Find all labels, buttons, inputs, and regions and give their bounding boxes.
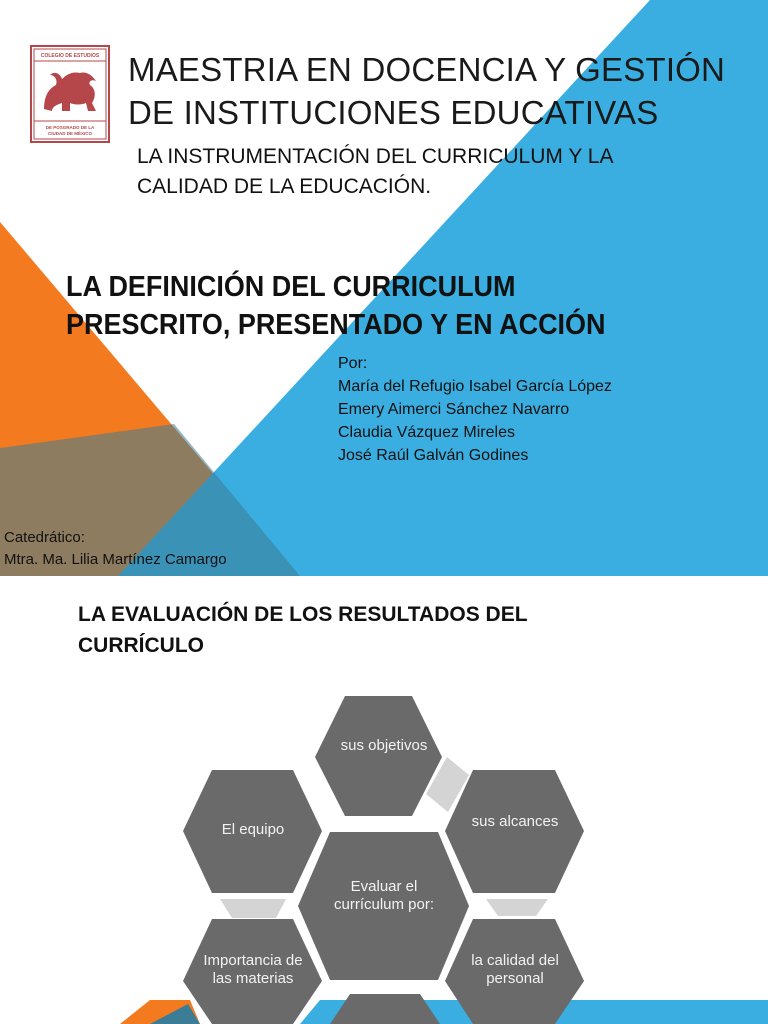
hex-label-alcances: sus alcances: [471, 813, 559, 830]
connector: [486, 899, 548, 916]
svg-text:CIUDAD DE MÉXICO: CIUDAD DE MÉXICO: [47, 131, 93, 136]
author-name: María del Refugio Isabel García López: [338, 378, 612, 395]
institution-logo: [30, 45, 110, 143]
author-name: José Raúl Galván Godines: [338, 447, 529, 464]
svg-text:DE POSGRADO DE LA: DE POSGRADO DE LA: [45, 125, 95, 130]
hex-diagram: [0, 576, 768, 1024]
connector: [220, 899, 286, 918]
author-name: Emery Aimerci Sánchez Navarro: [338, 401, 570, 418]
hex-label-personal: la calidad del personal: [471, 952, 559, 987]
hex-label-center: Evaluar el currículum por:: [333, 878, 435, 913]
hex-label-objetivos: sus objetivos: [340, 737, 428, 754]
hex-bottom: [330, 994, 440, 1024]
teacher-label: Catedrático:: [4, 529, 85, 546]
hex-label-materias: Importancia de las materias: [203, 952, 303, 987]
svg-text:COLEGIO DE ESTUDIOS: COLEGIO DE ESTUDIOS: [40, 53, 100, 59]
hex-objetivos: [315, 696, 442, 816]
authors-block: [338, 352, 612, 467]
presentation-heading: LA DEFINICIÓN DEL CURRICULUM PRESCRITO, PRESENTADO Y EN ACCIÓN: [66, 271, 606, 341]
teacher-name: Mtra. Ma. Lilia Martínez Camargo: [4, 551, 227, 568]
authors-label: Por:: [338, 355, 368, 372]
evaluation-slide: [0, 576, 768, 1024]
program-title: MAESTRIA EN DOCENCIA Y GESTIÓN DE INSTITUCIONES EDUCATIVAS: [128, 51, 726, 131]
hex-alcances: [445, 770, 584, 893]
author-name: Claudia Vázquez Mireles: [338, 424, 515, 441]
course-subtitle: LA INSTRUMENTACIÓN DEL CURRICULUM Y LA CALIDAD DE LA EDUCACIÓN.: [137, 145, 613, 198]
slide2-title: LA EVALUACIÓN DE LOS RESULTADOS DEL CURRÍCULO: [78, 603, 528, 657]
teacher-block: [4, 527, 227, 571]
hex-label-equipo: El equipo: [221, 821, 285, 838]
